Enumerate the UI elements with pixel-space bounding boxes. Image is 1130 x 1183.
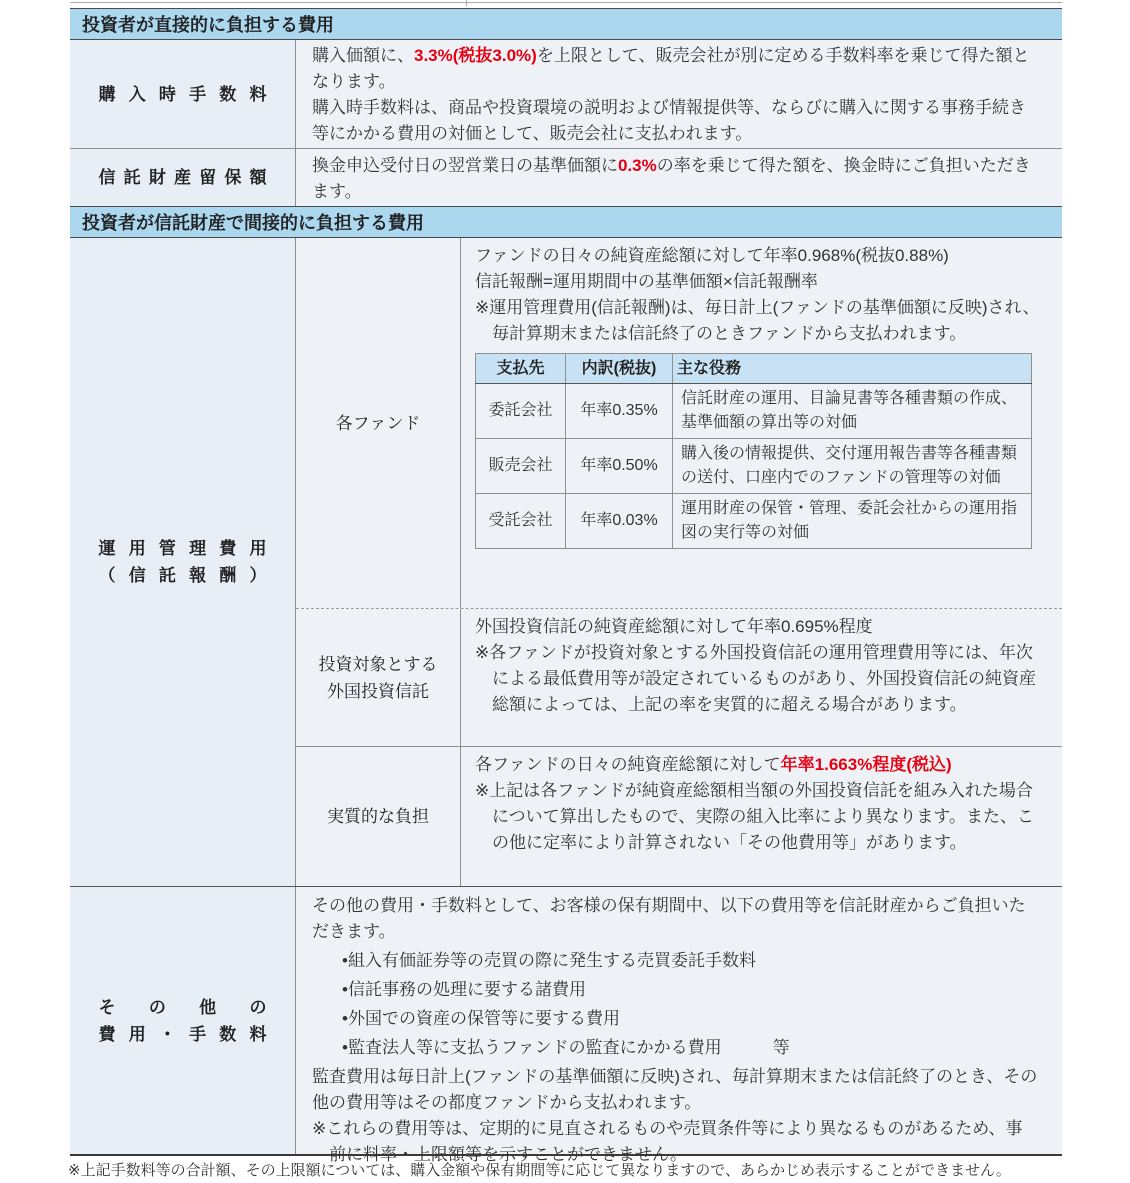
- purchase-fee-content: [296, 40, 1062, 148]
- rate-cell: 年率0.03%: [566, 494, 673, 549]
- reserve-row: [70, 148, 1062, 206]
- section-title-indirect: 投資者が信託財産で間接的に負担する費用: [82, 213, 424, 233]
- top-divider-tick: [466, 0, 467, 6]
- foreign-trust-label-line1: 投資対象とする: [318, 654, 438, 674]
- effective-burden-rate-line: [475, 752, 1048, 778]
- other-fees-bullet-list: [312, 948, 1038, 1061]
- effective-burden-note: ※上記は各ファンドが純資産総額相当額の外国投資信託を組み入れた場合について算出したもので、実際の組入比率により異なります。また、この他に定率により計算されない「その他費用等」があります。: [475, 781, 1034, 852]
- bullet-item-trust-admin: •信託事務の処理に要する諸費用: [342, 980, 586, 999]
- fund-subrow: [296, 238, 1062, 608]
- service-header: 主な役務: [673, 354, 1032, 384]
- top-divider-line: [70, 2, 1062, 3]
- reserve-label-cell: [70, 149, 296, 206]
- purchase-fee-row: [70, 40, 1062, 148]
- other-fees-label-line2: 費用・手数料: [98, 1024, 267, 1044]
- effective-burden-subrow: [296, 746, 1062, 886]
- effective-burden-rate-highlight: 年率1.663%程度(税込): [780, 755, 952, 774]
- management-fee-row: [70, 238, 1062, 886]
- reserve-paragraph: [312, 153, 1038, 205]
- purchase-fee-paragraph-1: [312, 43, 1038, 95]
- payee-cell: 受託会社: [476, 494, 566, 549]
- reserve-content: [296, 149, 1062, 206]
- service-cell: 運用財産の保管・管理、委託会社からの運用指図の実行等の対価: [673, 494, 1032, 549]
- other-fees-content: [296, 887, 1062, 1164]
- other-fees-row: [70, 886, 1062, 1164]
- bullet-item-foreign-custody: •外国での資産の保管等に要する費用: [342, 1009, 620, 1028]
- fund-label: 各ファンド: [335, 413, 421, 433]
- management-fee-label-line1: 運用管理費用: [98, 539, 267, 558]
- service-cell: 購入後の情報提供、交付運用報告書等各種書類の送付、口座内でのファンドの管理等の対価: [673, 439, 1032, 494]
- purchase-fee-paragraph-2: 購入時手数料は、商品や投資環境の説明および情報提供等、ならびに購入に関する事務手続き等にかかる費用の対価として、販売会社に支払われます。: [312, 98, 1026, 143]
- purchase-fee-label: 購入時手数料: [98, 84, 267, 104]
- foreign-trust-note: ※各ファンドが投資対象とする外国投資信託の運用管理費用等には、年次による最低費用等が設定されているものがあり、外国投資信託の純資産総額によっては、上記の率を実質的に超える場合があります。: [475, 643, 1036, 714]
- foreign-trust-label-cell: [296, 609, 461, 746]
- fee-breakdown-table: [475, 353, 1032, 549]
- reserve-pre: 換金申込受付日の翌営業日の基準価額に: [312, 156, 618, 175]
- section-header-indirect: [70, 206, 1062, 238]
- section-title-direct: 投資者が直接的に負担する費用: [82, 15, 334, 35]
- purchase-fee-label-cell: [70, 40, 296, 148]
- bullet-item-audit: •監査法人等に支払うファンドの監査にかかる費用 等: [342, 1038, 790, 1057]
- breakdown-header-row: [476, 354, 1032, 384]
- footnote: ※上記手数料等の合計額、その上限額については、購入金額や保有期間等に応じて異なりますので、あらかじめ表示することができません。: [68, 1162, 1011, 1179]
- effective-burden-label-cell: [296, 747, 461, 886]
- reserve-post: の率を乗じて得た額を、換金時にご負担いただきます。: [312, 156, 1031, 201]
- foreign-trust-subrow: [296, 608, 1062, 746]
- rate-cell: 年率0.35%: [566, 384, 673, 439]
- reserve-rate-highlight: 0.3%: [618, 156, 657, 175]
- other-fees-label-cell: [70, 887, 296, 1154]
- bullet-item-brokerage: •組入有価証券等の売買の際に発生する売買委託手数料: [342, 951, 756, 970]
- other-fees-paragraph-1: その他の費用・手数料として、お客様の保有期間中、以下の費用等を信託財産からご負担いただきます。: [312, 896, 1026, 941]
- fee-table: [70, 8, 1062, 1164]
- purchase-fee-rate-highlight: 3.3%(税抜3.0%): [414, 46, 537, 65]
- fund-note: ※運用管理費用(信託報酬)は、毎日計上(ファンドの基準価額に反映)され、毎計算期末または信託終了のときファンドから支払われます。: [475, 298, 1040, 343]
- rate-cell: 年率0.50%: [566, 439, 673, 494]
- payee-cell: 委託会社: [476, 384, 566, 439]
- fund-formula-line: 信託報酬=運用期間中の基準価額×信託報酬率: [475, 272, 818, 291]
- fund-content: [461, 238, 1062, 608]
- foreign-trust-content: [461, 609, 1062, 746]
- effective-burden-label: 実質的な負担: [327, 807, 429, 826]
- payee-header: 支払先: [476, 354, 566, 384]
- purchase-fee-p1-post: を上限として、販売会社が別に定める手数料率を乗じて得た額となります。: [312, 46, 1030, 91]
- breakdown-row-trustor: [476, 384, 1032, 439]
- other-fees-label-line1: その他の: [98, 997, 267, 1017]
- other-fees-paragraph-2: 監査費用は毎日計上(ファンドの基準価額に反映)され、毎計算期末または信託終了のとき、その他の費用等はその都度ファンドから支払われます。: [312, 1067, 1038, 1112]
- management-fee-detail: [296, 238, 1062, 886]
- management-fee-label-cell: [70, 238, 296, 886]
- rate-header: 内訳(税抜): [566, 354, 673, 384]
- section-header-direct: [70, 8, 1062, 40]
- breakdown-row-distributor: [476, 439, 1032, 494]
- fund-label-cell: [296, 238, 461, 608]
- reserve-label: 信託財産留保額: [98, 168, 267, 187]
- breakdown-row-trustee: [476, 494, 1032, 549]
- foreign-trust-label-line2: 外国投資信託: [327, 681, 429, 701]
- effective-burden-content: [461, 747, 1062, 886]
- effective-burden-pre: 各ファンドの日々の純資産総額に対して: [475, 755, 781, 774]
- fund-rate-line: ファンドの日々の純資産総額に対して年率0.968%(税抜0.88%): [475, 246, 949, 265]
- service-cell: 信託財産の運用、目論見書等各種書類の作成、基準価額の算出等の対価: [673, 384, 1032, 439]
- purchase-fee-p1-pre: 購入価額に、: [312, 46, 414, 65]
- foreign-trust-rate-line: 外国投資信託の純資産総額に対して年率0.695%程度: [475, 617, 873, 636]
- management-fee-label-line2: （信託報酬）: [98, 566, 267, 585]
- other-fees-note: ※これらの費用等は、定期的に見直されるものや売買条件等により異なるものがあるため、事前に料率・上限額等を示すことができません。: [312, 1119, 1023, 1164]
- payee-cell: 販売会社: [476, 439, 566, 494]
